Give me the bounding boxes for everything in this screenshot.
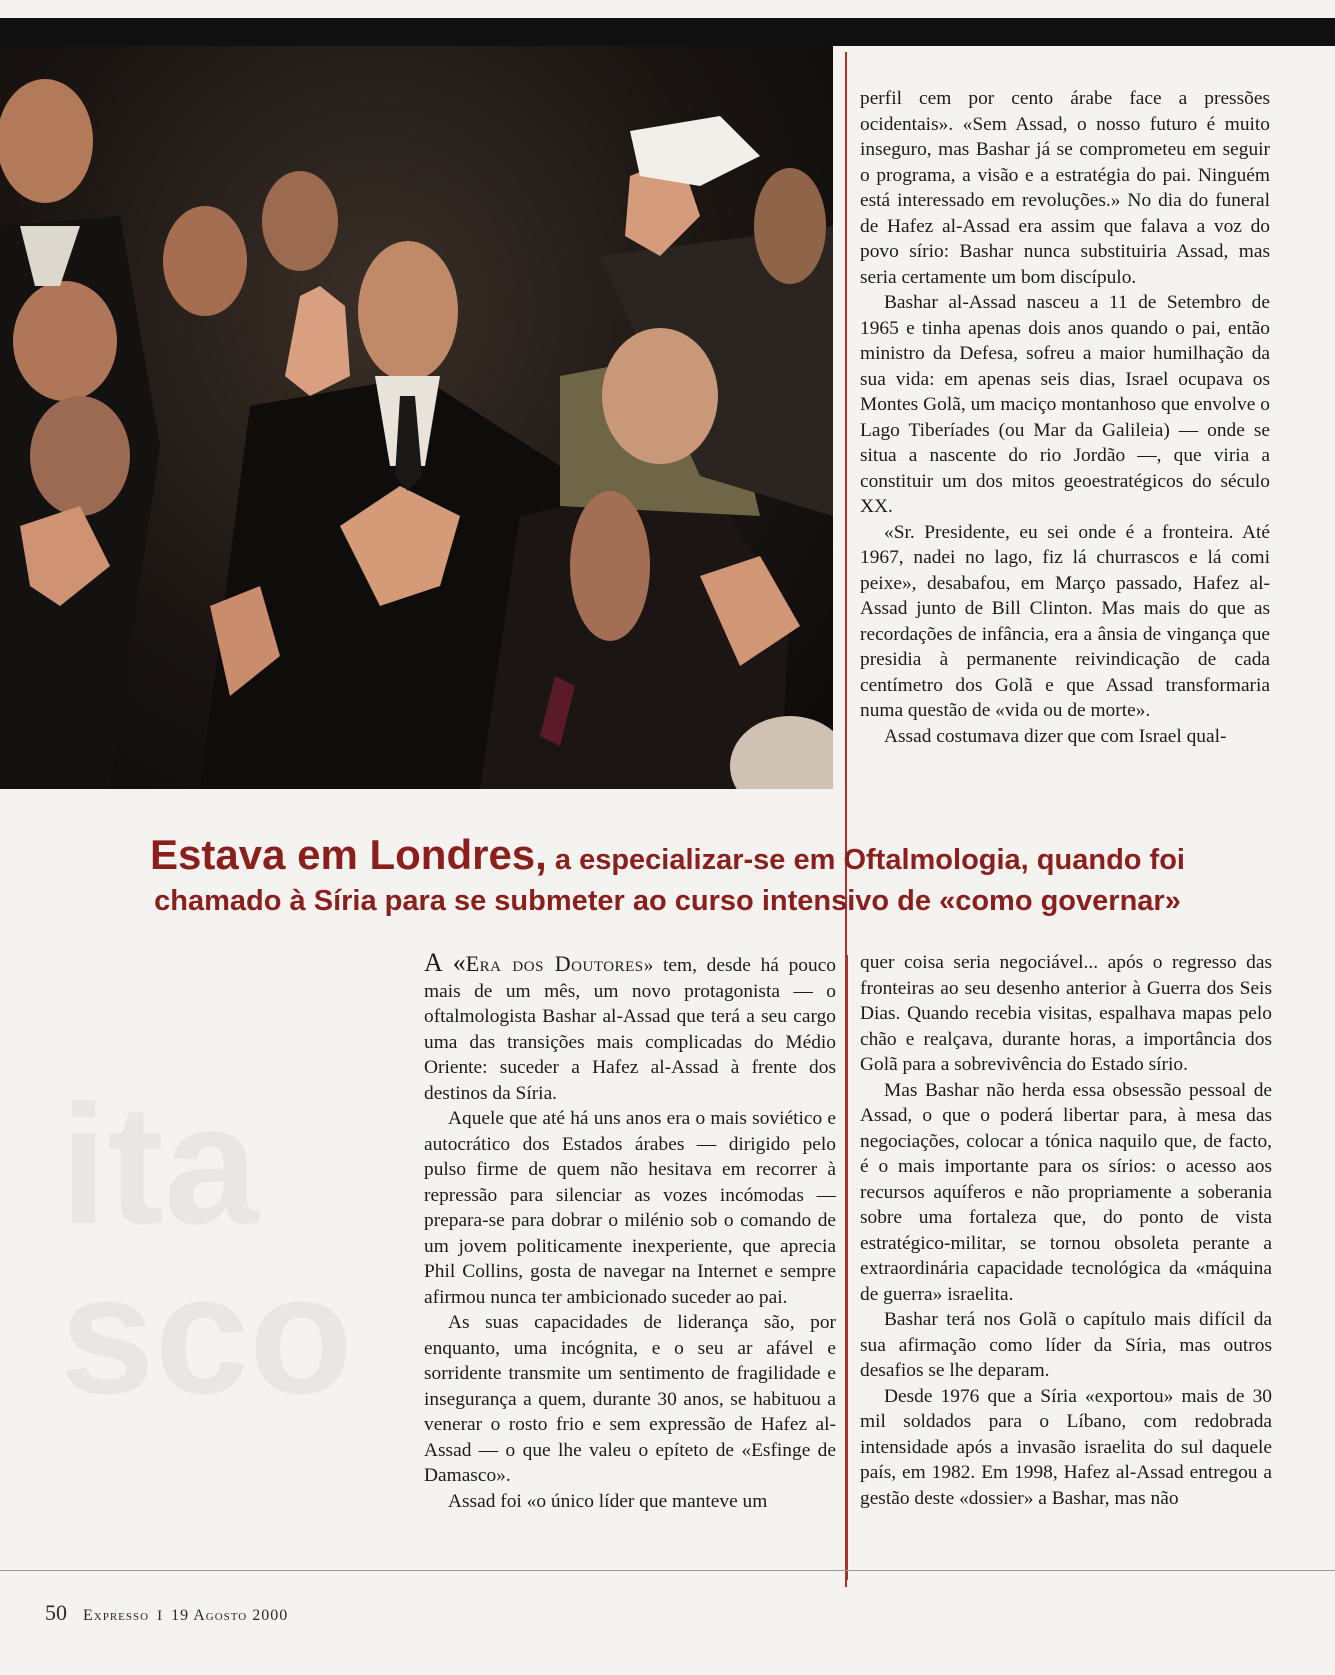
news-photo — [0, 46, 833, 789]
top-right-column — [860, 86, 1270, 749]
background-watermark: ita sco — [60, 1070, 353, 1430]
lead-paragraph — [424, 950, 836, 1106]
paragraph: perfil cem por cento árabe face a pressões ocidentais». «Sem Assad, o nosso futuro é muito inseguro, mas Bashar já se comprometeu em seguir o programa, a visão e a estratégia do pai. Ninguém está interessado em revoluções.» No dia do funeral de Hafez al-Assad era assim que falava a voz do povo sírio: Bashar nunca substituiria Assad, mas seria certamente um bom discípulo. — [860, 88, 1270, 288]
top-black-band — [0, 18, 1335, 46]
lead-smallcaps: Era dos Doutores — [465, 951, 644, 976]
pull-quote-line-1 — [0, 831, 1335, 880]
paragraph: Assad costumava dizer que com Israel qual- — [884, 725, 1227, 747]
body-column-left — [424, 950, 836, 1514]
column-rule-bottom — [847, 955, 848, 1580]
paragraph: Assad foi «o único líder que manteve um — [448, 1490, 768, 1512]
body-column-right — [860, 950, 1272, 1511]
pull-quote-rest: a especializar-se em Oftalmologia, quando foi — [546, 844, 1185, 876]
pull-quote-lead: Estava em Londres, — [150, 831, 547, 878]
publication-name: Expresso — [83, 1607, 150, 1624]
pull-quote — [0, 831, 1335, 922]
lead-rest: » tem, desde há pouco mais de um mês, um novo protagonista — o oftalmologista Bashar al-Assad que terá a seu cargo uma das transições mais complicadas do Médio Oriente: suceder a Hafez al-Assad à frente dos destinos da Síria. — [424, 955, 836, 1104]
page-footer — [45, 1600, 288, 1626]
paragraph: As suas capacidades de liderança são, por enquanto, uma incógnita, e o seu ar afável e sorridente transmite um sentimento de fragilidade e insegurança a quem, durante 30 anos, se habituou a venerar o rosto frio e sem expressão de Hafez al-Assad — o que lhe valeu o epíteto de «Esfinge de Damasco». — [424, 1312, 836, 1486]
paragraph: «Sr. Presidente, eu sei onde é a fronteira. Até 1967, nadei no lago, fiz lá churrascos e lá comi peixe», desabafou, em Março passado, Hafez al-Assad junto de Bill Clinton. Mas mais do que as recordações de infância, era a ânsia de vingança que presidia à permanente reivindicação de cada centímetro dos Golã e que Assad transformaria numa questão de «vida ou de morte». — [860, 521, 1270, 721]
paragraph: Desde 1976 que a Síria «exportou» mais de 30 mil soldados para o Líbano, com redobrada intensidade após a invasão israelita do sul daquele país, em 1982. Em 1998, Hafez al-Assad entregou a gestão deste «dossier» a Bashar, mas não — [860, 1385, 1272, 1509]
lead-initial: A « — [424, 948, 466, 977]
paragraph: Bashar terá nos Golã o capítulo mais difícil da sua afirmação como líder da Síria, mas outros desafios se lhe deparam. — [860, 1309, 1272, 1381]
issue-date: 19 Agosto 2000 — [171, 1607, 289, 1624]
paragraph: Bashar al-Assad nasceu a 11 de Setembro de 1965 e tinha apenas dois anos quando o pai, então ministro da Defesa, sofreu a maior humilhação da sua vida: em apenas seis dias, Israel ocupava os Montes Golã, um maciço montanhoso que envolve o Lago Tiberíades (ou Mar da Galileia) — onde se situa a nascente do rio Jordão —, que viria a constituir um dos mitos geoestratégicos do século XX. — [860, 292, 1270, 517]
crowd-illustration — [0, 46, 833, 789]
paragraph: Aquele que até há uns anos era o mais soviético e autocrático dos Estados árabes — dirigido pelo pulso firme de quem não hesitava em recorrer à repressão para silenciar as vozes incómodas — prepara-se para dobrar o milénio sob o comando de um jovem politicamente inexperiente, que aprecia Phil Collins, gosta de navegar na Internet e sempre afirmou nunca ter ambicionado suceder ao pai. — [424, 1108, 836, 1308]
page-number: 50 — [45, 1600, 67, 1625]
footer-separator: I — [157, 1608, 164, 1624]
paragraph: quer coisa seria negociável... após o regresso das fronteiras ao seu desenho anterior à Guerra dos Seis Dias. Quando recebia visitas, espalhava mapas pelo chão e realçava, durante horas, a importância dos Golã para a sobrevivência do Estado sírio. — [860, 952, 1272, 1075]
paragraph: Mas Bashar não herda essa obsessão pessoal de Assad, o que o poderá libertar para, à mesa das negociações, colocar a tónica naquilo que, de facto, é o mais importante para os sírios: o acesso aos recursos aquíferos e não propriamente a soberania sobre uma fortaleza que, do ponto de vista estratégico-militar, se tornou obsoleta perante a extraordinária capacidade tecnológica da «máquina de guerra» israelita. — [860, 1079, 1272, 1305]
footer-rule — [0, 1570, 1335, 1571]
pull-quote-line-2: chamado à Síria para se submeter ao curso intensivo de «como governar» — [154, 885, 1181, 917]
